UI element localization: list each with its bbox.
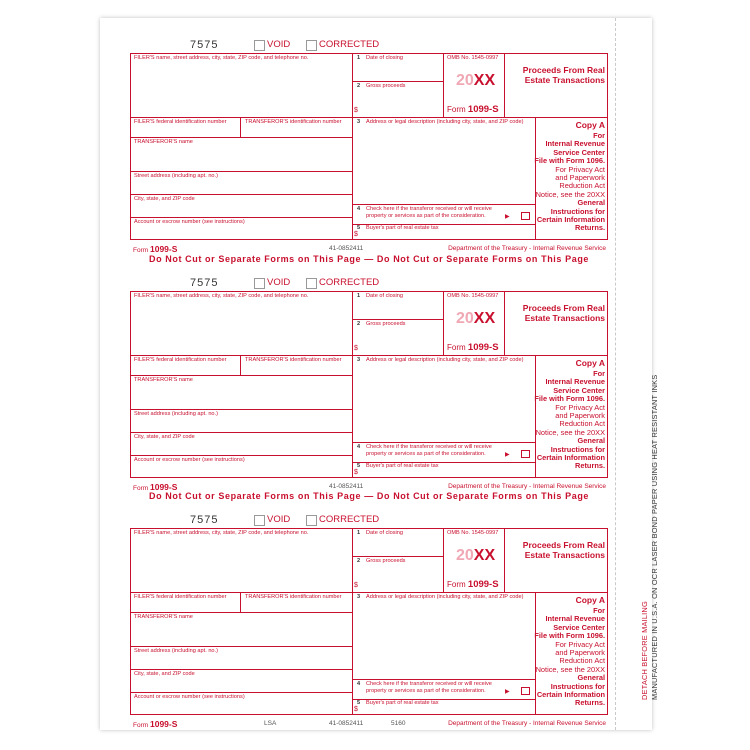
buyers-tax-field[interactable]: 5 Buyer's part of real estate tax $: [354, 463, 439, 476]
account-number-label: Account or escrow number (see instructions): [134, 219, 245, 225]
transferor-tin-label: TRANSFEROR'S identification number: [245, 594, 342, 600]
form-name: Form 1099-S: [447, 342, 499, 353]
omb-year-block: [444, 291, 504, 355]
buyers-tax-field[interactable]: 5 Buyer's part of real estate tax $: [354, 225, 439, 238]
corrected-label: CORRECTED: [319, 277, 380, 288]
address-description-field[interactable]: 3 Address or legal description (including city, state, and ZIP code): [357, 119, 524, 125]
copy-instructions: For Internal Revenue Service Center File with Form 1096. For Privacy Act and Paperwork Reduction Act Notice, see the 20XX General Instructions for Certain Information Returns.: [534, 606, 605, 708]
property-services-field: 4 Check here if the transferor received or will receive property or services as part of the consideration. ▶: [353, 204, 535, 224]
void-checkbox[interactable]: [254, 40, 265, 51]
form-code: 7575: [190, 514, 219, 526]
form-copy-3: [130, 514, 608, 734]
void-label: VOID: [267, 277, 291, 288]
transferor-name-field[interactable]: [130, 612, 352, 646]
gross-proceeds-label: Gross proceeds: [366, 558, 406, 564]
footer-catalog: 41-0852411: [329, 245, 364, 252]
filer-tin-label: FILER'S federal identification number: [134, 119, 227, 125]
gross-proceeds-field[interactable]: 2 Gross proceeds $: [354, 321, 406, 352]
street-address-label: Street address (including apt. no.): [134, 648, 218, 654]
property-services-label-2: property or services as part of the consideration.: [366, 688, 486, 694]
address-description-field[interactable]: 3 Address or legal description (including city, state, and ZIP code): [357, 357, 524, 363]
address-description-label: Address or legal description (including city, state, and ZIP code): [366, 357, 524, 363]
filer-tin-field[interactable]: [130, 355, 240, 375]
corrected-label: CORRECTED: [319, 514, 380, 525]
void-checkbox[interactable]: [254, 278, 265, 289]
footer-form: Form 1099-S: [133, 719, 178, 729]
form-title: Proceeds From Real Estate Transactions: [522, 303, 605, 323]
form-title: Proceeds From Real Estate Transactions: [522, 540, 605, 560]
footer-department: Department of the Treasury - Internal Revenue Service: [448, 483, 606, 490]
property-services-label-2: property or services as part of the consideration.: [366, 451, 486, 457]
date-of-closing-field[interactable]: 1 Date of closing: [357, 530, 404, 536]
copy-instructions: For Internal Revenue Service Center File with Form 1096. For Privacy Act and Paperwork Reduction Act Notice, see the 20XX General Instructions for Certain Information Returns.: [534, 369, 605, 471]
transferor-tin-field[interactable]: [241, 117, 352, 137]
omb-number: OMB No. 1545-0997: [447, 530, 499, 536]
corrected-checkbox[interactable]: [306, 278, 317, 289]
tax-year: 20XX: [456, 547, 496, 564]
street-address-label: Street address (including apt. no.): [134, 173, 218, 179]
form-code: 7575: [190, 277, 219, 289]
tax-year: 20XX: [456, 310, 496, 327]
account-number-label: Account or escrow number (see instructions): [134, 457, 245, 463]
omb-number: OMB No. 1545-0997: [447, 293, 499, 299]
void-label: VOID: [267, 39, 291, 50]
void-label: VOID: [267, 514, 291, 525]
property-services-label-1: Check here if the transferor received or will receive: [366, 681, 492, 687]
gross-proceeds-label: Gross proceeds: [366, 83, 406, 89]
city-state-zip-label: City, state, and ZIP code: [134, 671, 195, 677]
account-number-field[interactable]: [130, 217, 352, 240]
arrow-icon: ▶: [505, 689, 510, 695]
omb-number: OMB No. 1545-0997: [447, 55, 499, 61]
form-name: Form 1099-S: [447, 104, 499, 115]
buyers-tax-label: Buyer's part of real estate tax: [366, 700, 439, 706]
copy-label: Copy A: [575, 120, 605, 130]
city-state-zip-label: City, state, and ZIP code: [134, 434, 195, 440]
footer-catalog: 41-0852411: [329, 720, 364, 727]
address-description-label: Address or legal description (including city, state, and ZIP code): [366, 119, 524, 125]
transferor-tin-field[interactable]: [241, 355, 352, 375]
city-state-zip-field[interactable]: [130, 669, 352, 692]
cut-warning-1: Do Not Cut or Separate Forms on This Page — Do Not Cut or Separate Forms on This Page: [148, 254, 590, 264]
copy-instructions: For Internal Revenue Service Center File with Form 1096. For Privacy Act and Paperwork Reduction Act Notice, see the 20XX General Instructions for Certain Information Returns.: [534, 131, 605, 233]
omb-year-block: [444, 53, 504, 117]
account-number-label: Account or escrow number (see instructions): [134, 694, 245, 700]
transferor-tin-label: TRANSFEROR'S identification number: [245, 357, 342, 363]
filer-label: FILER'S name, street address, city, state, ZIP code, and telephone no.: [134, 55, 309, 61]
form-header: [130, 277, 608, 291]
address-description-label: Address or legal description (including city, state, and ZIP code): [366, 594, 524, 600]
footer-form: Form 1099-S: [133, 482, 178, 492]
form-copy-2: [130, 277, 608, 497]
manufactured-text: MANUFACTURED IN U.S.A. ON OCR LASER BOND PAPER USING HEAT RESISTANT INKS: [650, 374, 659, 700]
footer-number: 5160: [391, 720, 406, 727]
gross-proceeds-field[interactable]: 2 Gross proceeds $: [354, 558, 406, 589]
transferor-tin-field[interactable]: [241, 592, 352, 612]
buyers-tax-label: Buyer's part of real estate tax: [366, 225, 439, 231]
form-name: Form 1099-S: [447, 579, 499, 590]
form-header: [130, 514, 608, 528]
transferor-name-label: TRANSFEROR'S name: [134, 377, 193, 383]
form-copy-1: [130, 39, 608, 259]
account-number-field[interactable]: [130, 455, 352, 478]
street-address-field[interactable]: [130, 409, 352, 432]
footer-catalog: 41-0852411: [329, 483, 364, 490]
footer-department: Department of the Treasury - Internal Revenue Service: [448, 720, 606, 727]
property-services-checkbox[interactable]: [521, 687, 530, 695]
form-title: Proceeds From Real Estate Transactions: [522, 65, 605, 85]
city-state-zip-field[interactable]: [130, 432, 352, 455]
filer-label: FILER'S name, street address, city, state, ZIP code, and telephone no.: [134, 293, 309, 299]
void-checkbox[interactable]: [254, 515, 265, 526]
filer-name-field[interactable]: [130, 53, 353, 117]
filer-tin-field[interactable]: [130, 117, 240, 137]
property-services-field: 4 Check here if the transferor received or will receive property or services as part of the consideration. ▶: [353, 442, 535, 462]
property-services-field: 4 Check here if the transferor received or will receive property or services as part of the consideration. ▶: [353, 679, 535, 699]
filer-name-field[interactable]: [130, 528, 353, 592]
form-header: [130, 39, 608, 53]
perforation-line: [615, 18, 616, 730]
gross-proceeds-field[interactable]: 2 Gross proceeds $: [354, 83, 406, 114]
property-services-label-1: Check here if the transferor received or will receive: [366, 206, 492, 212]
buyers-tax-field[interactable]: 5 Buyer's part of real estate tax $: [354, 700, 439, 713]
account-number-field[interactable]: [130, 692, 352, 715]
transferor-name-field[interactable]: [130, 137, 352, 171]
date-of-closing-label: Date of closing: [366, 293, 404, 299]
filer-label: FILER'S name, street address, city, state, ZIP code, and telephone no.: [134, 530, 309, 536]
street-address-field[interactable]: [130, 171, 352, 194]
corrected-checkbox[interactable]: [306, 515, 317, 526]
transferor-name-label: TRANSFEROR'S name: [134, 614, 193, 620]
buyers-tax-label: Buyer's part of real estate tax: [366, 463, 439, 469]
cut-warning-2: Do Not Cut or Separate Forms on This Page — Do Not Cut or Separate Forms on This Page: [148, 491, 590, 501]
arrow-icon: ▶: [505, 214, 510, 220]
date-of-closing-label: Date of closing: [366, 530, 404, 536]
filer-tin-field[interactable]: [130, 592, 240, 612]
side-margin-text: [640, 40, 659, 720]
date-of-closing-field[interactable]: 1 Date of closing: [357, 55, 404, 61]
arrow-icon: ▶: [505, 452, 510, 458]
date-of-closing-label: Date of closing: [366, 55, 404, 61]
corrected-checkbox[interactable]: [306, 40, 317, 51]
footer-department: Department of the Treasury - Internal Revenue Service: [448, 245, 606, 252]
filer-tin-label: FILER'S federal identification number: [134, 594, 227, 600]
city-state-zip-label: City, state, and ZIP code: [134, 196, 195, 202]
filer-name-field[interactable]: [130, 291, 353, 355]
copy-label: Copy A: [575, 595, 605, 605]
transferor-name-field[interactable]: [130, 375, 352, 409]
property-services-checkbox[interactable]: [521, 212, 530, 220]
footer-lsa: LSA: [264, 720, 277, 727]
address-description-field[interactable]: 3 Address or legal description (including city, state, and ZIP code): [357, 594, 524, 600]
city-state-zip-field[interactable]: [130, 194, 352, 217]
detach-text: DETACH BEFORE MAILING: [640, 601, 649, 700]
date-of-closing-field[interactable]: 1 Date of closing: [357, 293, 404, 299]
copy-label: Copy A: [575, 358, 605, 368]
property-services-label-1: Check here if the transferor received or will receive: [366, 444, 492, 450]
transferor-tin-label: TRANSFEROR'S identification number: [245, 119, 342, 125]
form-code: 7575: [190, 39, 219, 51]
property-services-label-2: property or services as part of the consideration.: [366, 213, 486, 219]
omb-year-block: [444, 528, 504, 592]
gross-proceeds-label: Gross proceeds: [366, 321, 406, 327]
street-address-field[interactable]: [130, 646, 352, 669]
footer-form: Form 1099-S: [133, 244, 178, 254]
property-services-checkbox[interactable]: [521, 450, 530, 458]
filer-tin-label: FILER'S federal identification number: [134, 357, 227, 363]
street-address-label: Street address (including apt. no.): [134, 411, 218, 417]
transferor-name-label: TRANSFEROR'S name: [134, 139, 193, 145]
corrected-label: CORRECTED: [319, 39, 380, 50]
tax-year: 20XX: [456, 72, 496, 89]
